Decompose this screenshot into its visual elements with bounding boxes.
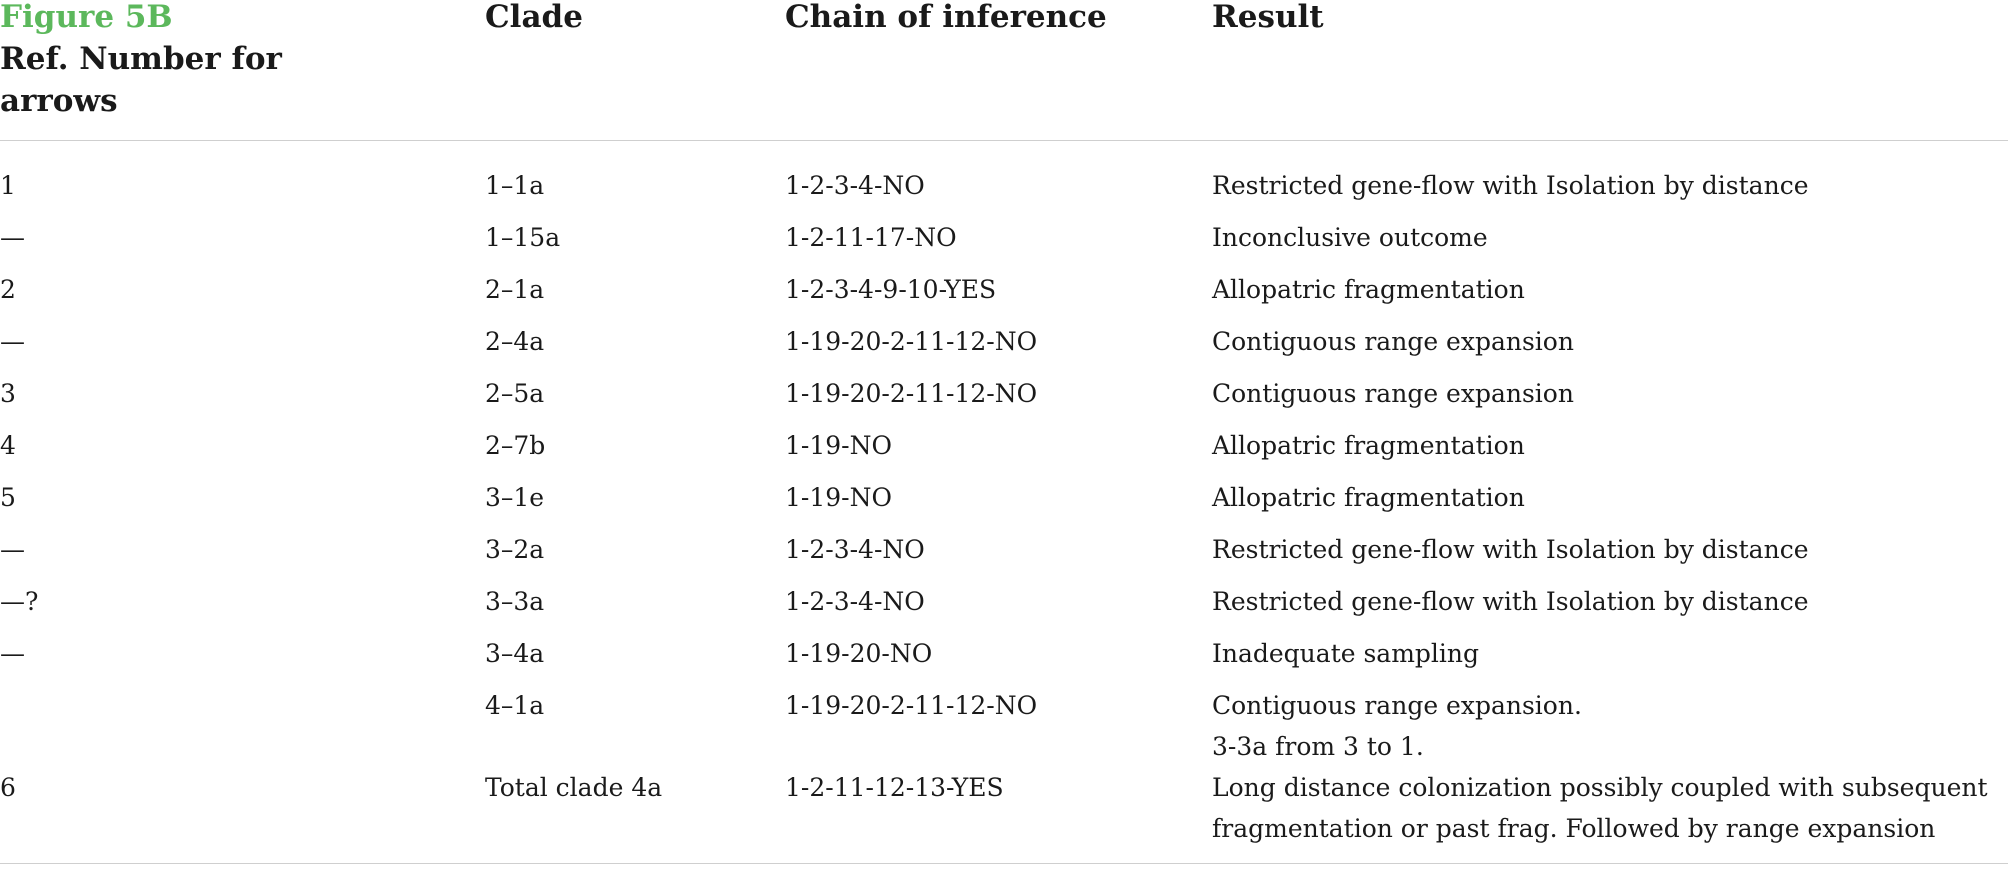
result-cell bbox=[1212, 581, 2008, 633]
clade-cell bbox=[485, 633, 785, 685]
ref-cell bbox=[0, 321, 485, 373]
clade-cell-text: 2–5a bbox=[485, 379, 545, 408]
clade-cell bbox=[485, 373, 785, 425]
chain-cell bbox=[785, 477, 1212, 529]
ref-cell bbox=[0, 477, 485, 529]
ref-cell-text: —? bbox=[0, 587, 39, 616]
table-row bbox=[0, 321, 2008, 373]
chain-cell-text: 1-2-3-4-NO bbox=[785, 535, 925, 564]
chain-cell bbox=[785, 269, 1212, 321]
clade-cell-text: 1–1a bbox=[485, 171, 545, 200]
result-text: Contiguous range expansion bbox=[1212, 327, 1574, 356]
chain-cell-text: 1-2-3-4-NO bbox=[785, 587, 925, 616]
result-text: Allopatric fragmentation bbox=[1212, 431, 1525, 460]
ref-cell bbox=[0, 685, 485, 767]
figure-label: Figure 5B bbox=[0, 0, 173, 35]
ref-cell bbox=[0, 373, 485, 425]
table-body bbox=[0, 141, 2008, 864]
ref-cell bbox=[0, 425, 485, 477]
result-text: Allopatric fragmentation bbox=[1212, 483, 1525, 512]
table-row bbox=[0, 141, 2008, 218]
ref-cell bbox=[0, 529, 485, 581]
chain-cell-text: 1-2-3-4-9-10-YES bbox=[785, 275, 997, 304]
clade-cell-text: 2–7b bbox=[485, 431, 546, 460]
ref-cell bbox=[0, 767, 485, 864]
result-text: Inconclusive outcome bbox=[1212, 223, 1488, 252]
clade-cell bbox=[485, 581, 785, 633]
header-result bbox=[1212, 0, 2008, 141]
chain-cell-text: 1-19-20-2-11-12-NO bbox=[785, 379, 1038, 408]
result-text: Long distance colonization possibly coupled with subsequent bbox=[1212, 773, 1988, 802]
result-cell bbox=[1212, 141, 2008, 218]
clade-cell bbox=[485, 269, 785, 321]
table-row bbox=[0, 217, 2008, 269]
table-row bbox=[0, 529, 2008, 581]
chain-cell-text: 1-2-11-17-NO bbox=[785, 223, 957, 252]
chain-cell bbox=[785, 373, 1212, 425]
header-chain bbox=[785, 0, 1212, 141]
result-text: Restricted gene-flow with Isolation by distance bbox=[1212, 587, 1809, 616]
clade-cell-text: 3–3a bbox=[485, 587, 545, 616]
clade-cell-text: 3–1e bbox=[485, 483, 545, 512]
result-cell bbox=[1212, 269, 2008, 321]
chain-cell-text: 1-19-20-2-11-12-NO bbox=[785, 691, 1038, 720]
table-row bbox=[0, 767, 2008, 864]
ref-cell bbox=[0, 633, 485, 685]
table-row bbox=[0, 685, 2008, 767]
result-cell bbox=[1212, 767, 2008, 864]
result-text: Contiguous range expansion bbox=[1212, 379, 1574, 408]
chain-cell bbox=[785, 767, 1212, 864]
ref-cell-text: 6 bbox=[0, 773, 16, 802]
chain-cell bbox=[785, 425, 1212, 477]
result-cell bbox=[1212, 321, 2008, 373]
chain-cell-text: 1-19-20-NO bbox=[785, 639, 933, 668]
result-text: 3-3a from 3 to 1. bbox=[1212, 732, 1424, 761]
clade-cell bbox=[485, 767, 785, 864]
ref-cell bbox=[0, 269, 485, 321]
ref-cell-text: 1 bbox=[0, 171, 16, 200]
table-header bbox=[0, 0, 2008, 141]
result-cell bbox=[1212, 373, 2008, 425]
table-row bbox=[0, 581, 2008, 633]
ref-number-label: Ref. Number for arrows bbox=[0, 41, 282, 119]
chain-cell bbox=[785, 529, 1212, 581]
header-ref bbox=[0, 0, 485, 141]
ref-cell-text: — bbox=[0, 535, 25, 564]
chain-cell-text: 1-19-NO bbox=[785, 431, 892, 460]
ref-cell-text: 3 bbox=[0, 379, 16, 408]
ref-cell-text: 4 bbox=[0, 431, 16, 460]
ref-cell bbox=[0, 217, 485, 269]
clade-cell bbox=[485, 425, 785, 477]
header-clade bbox=[485, 0, 785, 141]
result-header-label: Result bbox=[1212, 0, 1324, 35]
table-row bbox=[0, 633, 2008, 685]
chain-cell bbox=[785, 321, 1212, 373]
clade-cell bbox=[485, 685, 785, 767]
result-text: Allopatric fragmentation bbox=[1212, 275, 1525, 304]
clade-cell-text: 3–2a bbox=[485, 535, 545, 564]
clade-cell-text: 3–4a bbox=[485, 639, 545, 668]
ref-cell bbox=[0, 581, 485, 633]
clade-cell bbox=[485, 321, 785, 373]
table-row bbox=[0, 269, 2008, 321]
result-cell bbox=[1212, 633, 2008, 685]
chain-cell bbox=[785, 633, 1212, 685]
clade-cell bbox=[485, 141, 785, 218]
chain-cell bbox=[785, 141, 1212, 218]
header-row bbox=[0, 0, 2008, 141]
ref-cell-text: 2 bbox=[0, 275, 16, 304]
chain-cell bbox=[785, 217, 1212, 269]
result-cell bbox=[1212, 529, 2008, 581]
clade-cell-text: Total clade 4a bbox=[485, 773, 663, 802]
ref-cell-text: 5 bbox=[0, 483, 16, 512]
result-cell bbox=[1212, 217, 2008, 269]
clade-cell-text: 2–1a bbox=[485, 275, 545, 304]
clade-cell bbox=[485, 477, 785, 529]
clade-cell bbox=[485, 217, 785, 269]
chain-cell-text: 1-19-NO bbox=[785, 483, 892, 512]
ref-cell-text: — bbox=[0, 639, 25, 668]
table-row bbox=[0, 425, 2008, 477]
clade-cell-text: 2–4a bbox=[485, 327, 545, 356]
chain-cell bbox=[785, 685, 1212, 767]
result-text: Restricted gene-flow with Isolation by distance bbox=[1212, 171, 1809, 200]
result-cell bbox=[1212, 477, 2008, 529]
result-text: Inadequate sampling bbox=[1212, 639, 1480, 668]
table-row bbox=[0, 477, 2008, 529]
clade-header-label: Clade bbox=[485, 0, 583, 35]
chain-cell bbox=[785, 581, 1212, 633]
ref-cell-text: — bbox=[0, 223, 25, 252]
chain-cell-text: 1-2-3-4-NO bbox=[785, 171, 925, 200]
ref-cell bbox=[0, 141, 485, 218]
clade-cell-text: 1–15a bbox=[485, 223, 561, 252]
result-text: Contiguous range expansion. bbox=[1212, 691, 1582, 720]
chain-cell-text: 1-19-20-2-11-12-NO bbox=[785, 327, 1038, 356]
result-text: Restricted gene-flow with Isolation by distance bbox=[1212, 535, 1809, 564]
ref-cell-text: — bbox=[0, 327, 25, 356]
clade-cell bbox=[485, 529, 785, 581]
table-row bbox=[0, 373, 2008, 425]
chain-header-label: Chain of inference bbox=[785, 0, 1107, 35]
result-text: fragmentation or past frag. Followed by range expansion bbox=[1212, 814, 1936, 843]
result-cell bbox=[1212, 425, 2008, 477]
chain-cell-text: 1-2-11-12-13-YES bbox=[785, 773, 1004, 802]
clade-cell-text: 4–1a bbox=[485, 691, 545, 720]
result-cell bbox=[1212, 685, 2008, 767]
